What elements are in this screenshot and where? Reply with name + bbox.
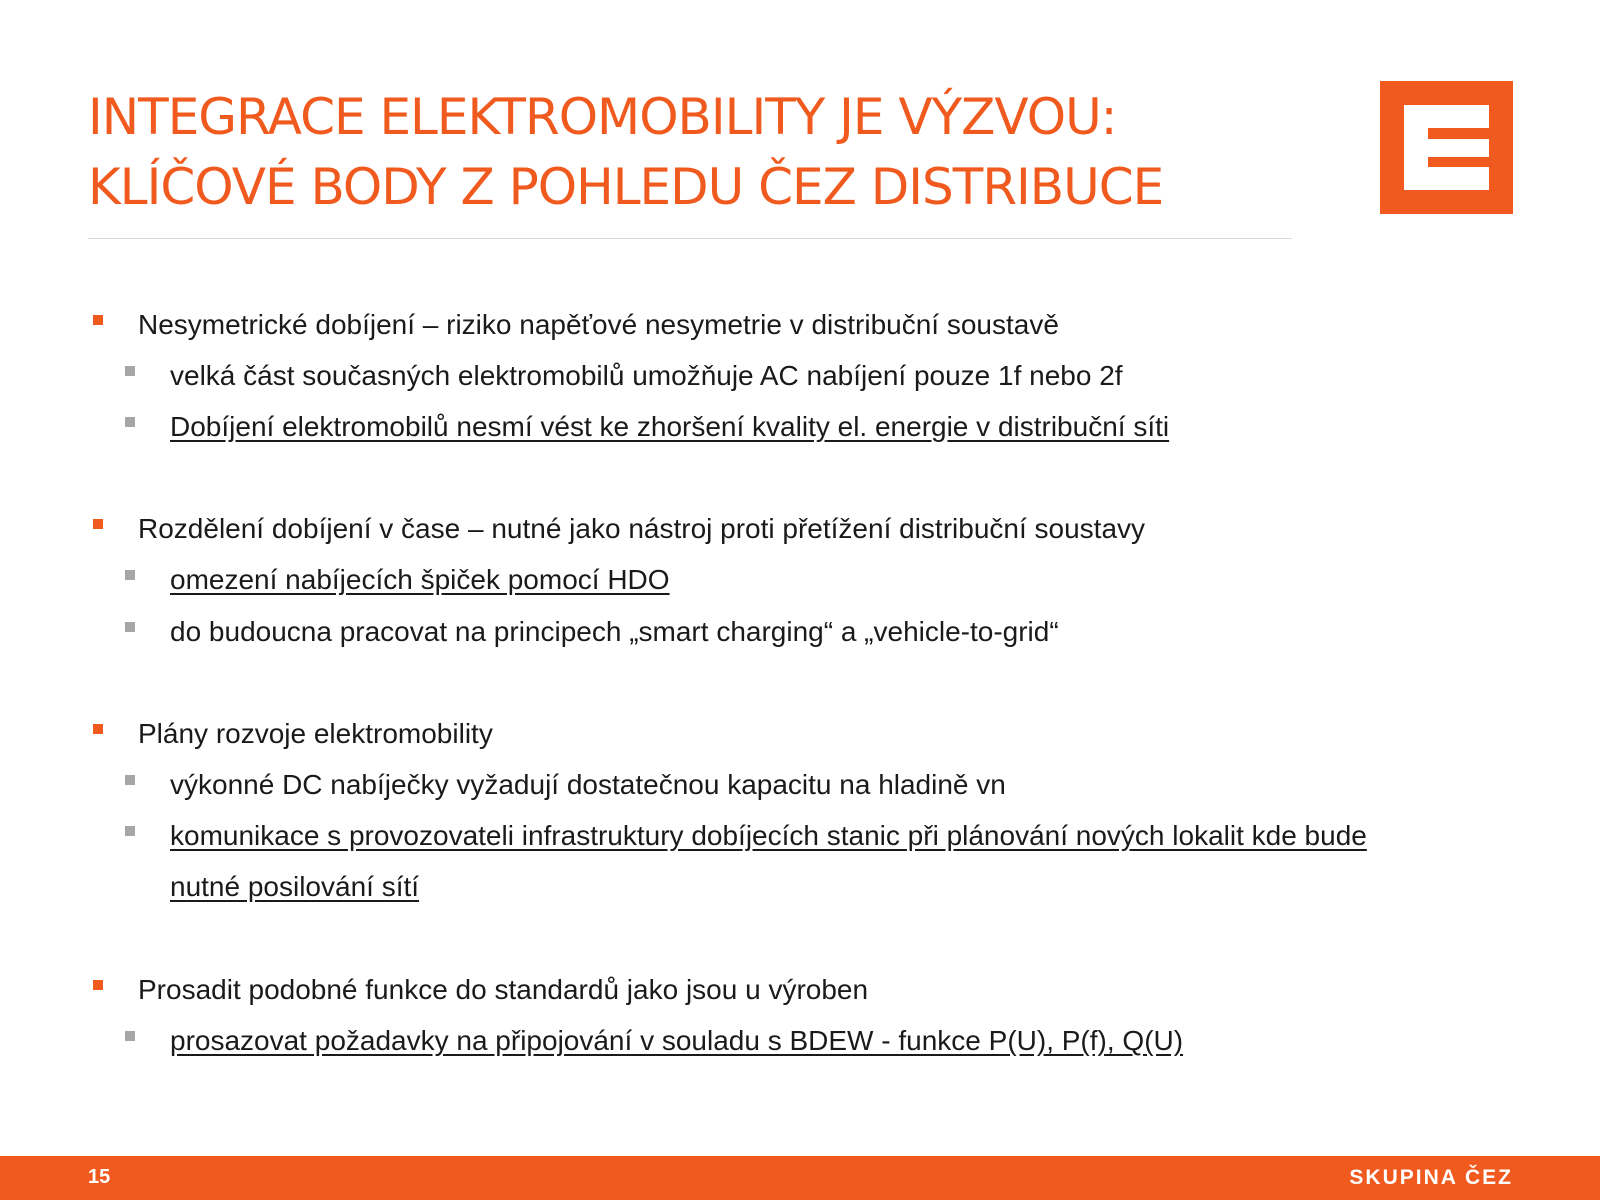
list-item: velká část současných elektromobilů umožňuje AC nabíjení pouze 1f nebo 2f bbox=[170, 360, 1123, 391]
list-item: omezení nabíjecích špiček pomocí HDO bbox=[170, 564, 670, 595]
bullet-square-icon bbox=[93, 315, 103, 325]
sub-bullet-square-icon bbox=[125, 366, 135, 376]
title-divider bbox=[88, 238, 1292, 239]
bullet-square-icon bbox=[93, 724, 103, 734]
list-item: Dobíjení elektromobilů nesmí vést ke zhoršení kvality el. energie v distribuční síti bbox=[170, 411, 1170, 442]
list-item: prosazovat požadavky na připojování v souladu s BDEW - funkce P(U), P(f), Q(U) bbox=[170, 1025, 1184, 1056]
list-item-continuation: nutné posilování sítí bbox=[170, 871, 420, 902]
sub-bullet-square-icon bbox=[125, 570, 135, 580]
section-heading: Rozdělení dobíjení v čase – nutné jako nástroj proti přetížení distribuční soustavy bbox=[138, 513, 1146, 544]
sub-bullet-square-icon bbox=[125, 417, 135, 427]
list-item: výkonné DC nabíječky vyžadují dostatečnou kapacitu na hladině vn bbox=[170, 769, 1006, 800]
bullet-square-icon bbox=[93, 980, 103, 990]
brand-name: SKUPINA ČEZ bbox=[1349, 1166, 1513, 1189]
sub-bullet-square-icon bbox=[125, 1031, 135, 1041]
sub-bullet-square-icon bbox=[125, 622, 135, 632]
bullet-square-icon bbox=[93, 519, 103, 529]
title-line-2: KLÍČOVÉ BODY Z POHLEDU ČEZ DISTRIBUCE bbox=[88, 158, 1164, 216]
list-item: do budoucna pracovat na principech „smart charging“ a „vehicle-to-grid“ bbox=[170, 616, 1059, 647]
section-heading: Prosadit podobné funkce do standardů jako jsou u výroben bbox=[138, 974, 869, 1005]
sub-bullet-square-icon bbox=[125, 775, 135, 785]
section-heading: Plány rozvoje elektromobility bbox=[138, 718, 493, 749]
footer-bar bbox=[0, 1156, 1600, 1200]
list-item: komunikace s provozovateli infrastruktury dobíjecích stanic při plánování nových lokalit kde bude bbox=[170, 820, 1367, 851]
section-heading: Nesymetrické dobíjení – riziko napěťové nesymetrie v distribuční soustavě bbox=[138, 309, 1059, 340]
title-line-1: INTEGRACE ELEKTROMOBILITY JE VÝZVOU: bbox=[88, 88, 1117, 146]
page-number: 15 bbox=[88, 1166, 111, 1188]
page-title bbox=[88, 82, 1288, 222]
cez-logo-icon bbox=[1380, 81, 1513, 214]
sub-bullet-square-icon bbox=[125, 826, 135, 836]
